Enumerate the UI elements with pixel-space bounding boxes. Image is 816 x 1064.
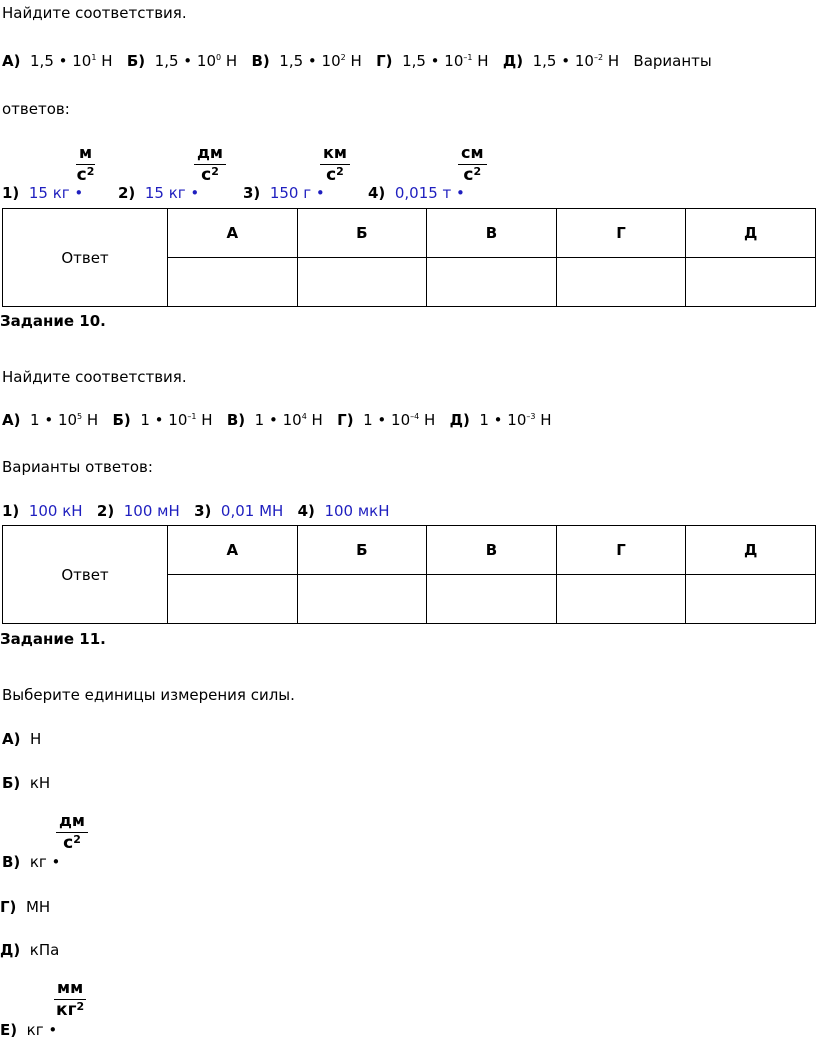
- task10-title: Задание 10.: [0, 312, 106, 330]
- row-label: Ответ: [3, 209, 168, 307]
- task9-answer-3: 3) 150 г •: [243, 184, 325, 202]
- task9-answer-4: 4) 0,015 т •: [368, 184, 465, 202]
- option-label: В): [251, 52, 270, 70]
- task11-option: Б) кН: [2, 774, 51, 792]
- option-value: 1,5 • 10: [532, 52, 594, 70]
- column-header: Б: [297, 526, 427, 575]
- task9-answer-2: 2) 15 кг •: [118, 184, 200, 202]
- answer-cell[interactable]: [686, 258, 816, 307]
- task11-prompt: Выберите единицы измерения силы.: [2, 686, 295, 704]
- column-header: Д: [686, 209, 816, 258]
- unit-fraction: дм $с^2$: [56, 812, 88, 853]
- unit-fraction: м $с^2$: [76, 143, 95, 185]
- answer-cell[interactable]: [168, 258, 298, 307]
- task11-title: Задание 11.: [0, 630, 106, 648]
- row-label: Ответ: [3, 526, 168, 624]
- task10-variants-label: Варианты ответов:: [2, 458, 153, 476]
- task9-options-line: А) 1,5 • $10^1$ Н Б) 1,5 • $10^0$ Н В) 1,5 • $10^2$ Н Г) 1,5 • $10^{-1}$ Н Д) 1,5 • $10^{-2}$ Н Варианты: [2, 52, 712, 70]
- column-header: А: [168, 209, 298, 258]
- task11-option: Е) кг •: [0, 1021, 58, 1039]
- column-header: В: [427, 209, 557, 258]
- option-label: Б): [126, 52, 146, 70]
- answer-cell[interactable]: [168, 575, 298, 624]
- unit-fraction: мм $кг^2$: [54, 979, 86, 1020]
- task9-answer-1: 1) 15 кг •: [2, 184, 84, 202]
- task11-option: Г) МН: [0, 898, 51, 916]
- option-value: 1,5 • 10: [30, 52, 92, 70]
- option-label: Д): [502, 52, 524, 70]
- task10-options-line: А) 1 • $10^5$ Н Б) 1 • $10^{-1}$ Н В) 1 • $10^4$ Н Г) 1 • $10^{-4}$ Н Д) 1 • $10^{-3}$ Н: [2, 411, 552, 429]
- unit-fraction: км $с^2$: [320, 144, 350, 185]
- task9-prompt: Найдите соответствия.: [2, 4, 187, 22]
- task11-option: А) Н: [2, 730, 42, 748]
- column-header: В: [427, 526, 557, 575]
- answer-table: [2, 208, 816, 307]
- answer-cell[interactable]: [297, 575, 427, 624]
- column-header: Г: [556, 526, 686, 575]
- task10-prompt: Найдите соответствия.: [2, 368, 187, 386]
- option-label: Г): [376, 52, 393, 70]
- answer-cell[interactable]: [427, 258, 557, 307]
- answer-cell[interactable]: [427, 575, 557, 624]
- answer-cell[interactable]: [556, 258, 686, 307]
- answer-cell[interactable]: [297, 258, 427, 307]
- column-header: А: [168, 526, 298, 575]
- task11-option: Д) кПа: [0, 941, 60, 959]
- column-header: Г: [556, 209, 686, 258]
- variants-label-cont: ответов:: [2, 100, 70, 118]
- option-value: 1,5 • 10: [402, 52, 464, 70]
- unit-fraction: см $с^2$: [458, 144, 487, 185]
- answer-table: [2, 525, 816, 624]
- answer-cell[interactable]: [556, 575, 686, 624]
- answer-cell[interactable]: [686, 575, 816, 624]
- option-label: А): [2, 52, 21, 70]
- task11-option: В) кг •: [2, 853, 61, 871]
- unit-fraction: дм $с^2$: [194, 144, 226, 185]
- task10-answers-line: 1) 100 кН 2) 100 мН 3) 0,01 МН 4) 100 мкН: [2, 502, 390, 520]
- column-header: Д: [686, 526, 816, 575]
- option-value: 1,5 • 10: [154, 52, 216, 70]
- variants-label: Варианты: [633, 52, 712, 70]
- column-header: Б: [297, 209, 427, 258]
- option-value: 1,5 • 10: [279, 52, 341, 70]
